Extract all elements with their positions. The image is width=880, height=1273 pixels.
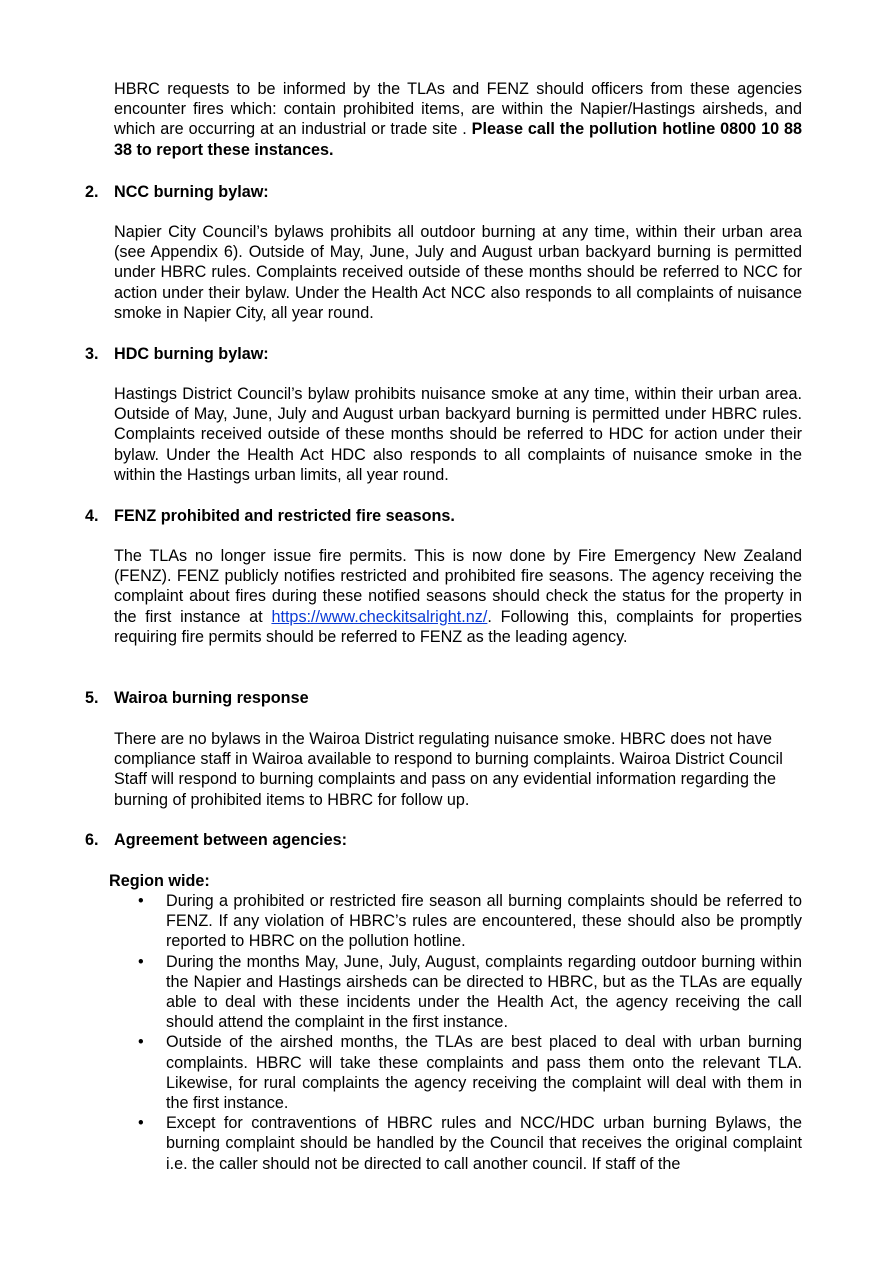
section-body-text-after: . Following this, complaints for properties requiring fire permits should be referred to FENZ as the leading agency. [114,607,802,646]
bullet-icon: • [138,952,144,971]
section-body-text: Hastings District Council’s bylaw prohibits nuisance smoke at any time, within their urban area. Outside of May, June, July and August urban backyard burning is permitted under HBRC rules. Complaints received outside of these months should be referred to HDC for action under their bylaw. Under the Health Act HDC also responds to all complaints of nuisance smoke in the within the Hastings urban limits, all year round. [114,385,802,484]
section-body-text: There are no bylaws in the Wairoa District regulating nuisance smoke. HBRC does not have compliance staff in Wairoa available to respond to burning complaints. Wairoa District Council Staff will respond to burning complaints and pass on any evidential information regarding the burning of prohibited items to HBRC for follow up. [114,730,783,809]
intro-text: HBRC requests to be informed by the TLAs and FENZ should officers from these agencies encounter fires which: contain prohibited items, are within the Napier/Hastings airsheds, and which are occurring at an industrial or trade site . [114,80,802,139]
section-body-3 [114,384,802,485]
section-number: 2. [85,183,99,201]
list-item-text: During a prohibited or restricted fire season all burning complaints should be referred to FENZ. If any violation of HBRC’s rules are encountered, these should also be promptly reported to HBRC on the pollution hotline. [166,892,802,951]
list-item [114,891,802,952]
section-heading-5 [85,688,805,708]
list-item [114,952,802,1033]
section-title: HDC burning bylaw: [114,345,269,363]
list-item [114,1032,802,1113]
section-title: Wairoa burning response [114,689,309,707]
section-body-5 [114,729,802,810]
bullet-icon: • [138,892,144,910]
list-item-text: During the months May, June, July, August, complaints regarding outdoor burning within the Napier and Hastings airsheds can be directed to HBRC, but as the TLAs are equally able to deal with these incidents under the Health Act, the agency receiving the call should attend the complaint in the first instance. [166,952,802,1032]
section-title: FENZ prohibited and restricted fire seasons. [114,507,455,525]
section-number: 3. [85,345,99,363]
agreement-bullet-list [114,891,802,1174]
intro-hotline-bold: Please call the pollution hotline 0800 10 88 38 to report these instances. [114,120,802,159]
section-body-4 [114,546,802,647]
section-number: 4. [85,507,99,525]
section-heading-6 [85,830,805,850]
section-title: Agreement between agencies: [114,831,347,849]
list-item-text: Except for contraventions of HBRC rules and NCC/HDC urban burning Bylaws, the burning complaint should be handled by the Council that receives the original complaint i.e. the caller should not be directed to call another council. If staff of the [166,1114,802,1173]
section-title: NCC burning bylaw: [114,183,269,201]
section-body-2 [114,222,802,323]
section-number: 6. [85,831,99,849]
section-heading-4 [85,506,805,526]
region-wide-subheading: Region wide: [109,872,210,890]
section-heading-2 [85,182,805,202]
intro-paragraph [114,79,802,160]
list-item [114,1113,802,1174]
section-body-text: Napier City Council’s bylaws prohibits all outdoor burning at any time, within their urban area (see Appendix 6). Outside of May, June, July and August urban backyard burning is permitted under HBRC rules. Complaints received outside of these months should be referred to NCC for action under their bylaw. Under the Health Act NCC also responds to all complaints of nuisance smoke in Napier City, all year round. [114,223,802,322]
bullet-icon: • [138,1114,144,1133]
section-number: 5. [85,689,99,707]
checkitsalright-link[interactable]: https://www.checkitsalright.nz/ [271,607,488,626]
bullet-icon: • [138,1033,144,1052]
section-body-text: The TLAs no longer issue fire permits. This is now done by Fire Emergency New Zealand (FENZ). FENZ publicly notifies restricted and prohibited fire seasons. The agency receiving the complaint about fires during these notified seasons should check the status for the property in the first instance at [114,547,802,626]
section-heading-3 [85,344,805,364]
list-item-text: Outside of the airshed months, the TLAs are best placed to deal with urban burning complaints. HBRC will take these complaints and pass them onto the relevant TLA. Likewise, for rural complaints the agency receiving the complaint will deal with them in the first instance. [166,1033,802,1113]
